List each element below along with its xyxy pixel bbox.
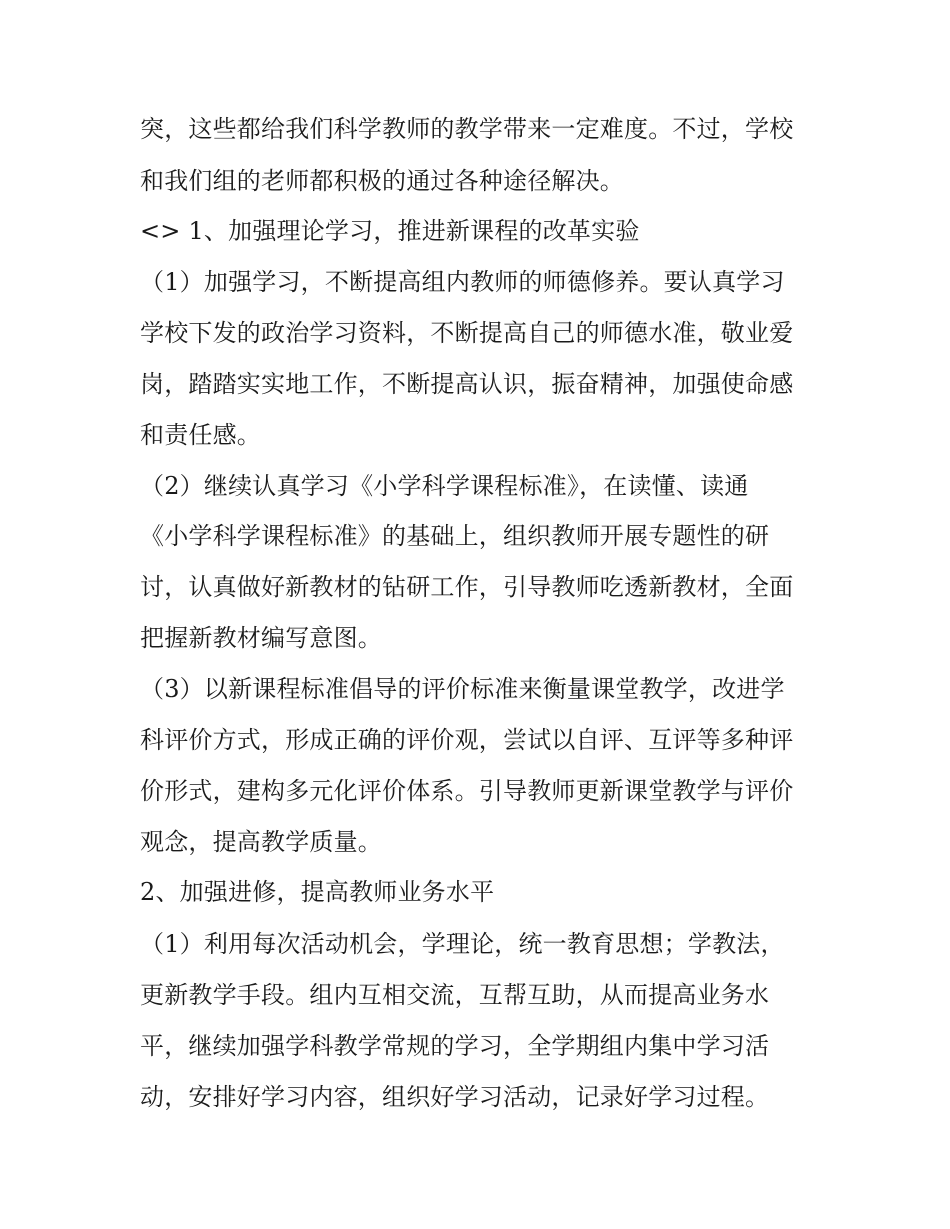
paragraph-line: （1）加强学习，不断提高组内教师的师德修养。要认真学习 [140,268,785,296]
paragraph-line: 观念，提高教学质量。 [140,828,382,856]
paragraph-line: 《小学科学课程标准》的基础上，组织教师开展专题性的研 [140,522,770,550]
paragraph-line: （2）继续认真学习《小学科学课程标准》，在读懂、读通 [140,472,749,500]
paragraph-line: 讨，认真做好新教材的钻研工作，引导教师吃透新教材，全面 [140,573,794,601]
paragraph-line: 动，安排好学习内容，组织好学习活动，记录好学习过程。 [140,1083,770,1111]
paragraph-line: 科评价方式，形成正确的评价观，尝试以自评、互评等多种评 [140,726,794,754]
paragraph-line: 和我们组的老师都积极的通过各种途径解决。 [140,167,624,195]
section-heading-1: <> 1、加强理论学习，推进新课程的改革实验 [140,217,640,245]
paragraph-line: 学校下发的政治学习资料，不断提高自己的师德水准，敬业爱 [140,319,794,347]
paragraph-line: 岗，踏踏实实地工作，不断提高认识，振奋精神，加强使命感 [140,370,794,398]
section-heading-2: 2、加强进修，提高教师业务水平 [140,878,495,906]
paragraph-line: 和责任感。 [140,421,261,449]
paragraph-line: 把握新教材编写意图。 [140,624,382,652]
paragraph-line: 突，这些都给我们科学教师的教学带来一定难度。不过，学校 [140,115,794,143]
paragraph-line: 更新教学手段。组内互相交流，互帮互助，从而提高业务水 [140,981,770,1009]
paragraph-line: （3）以新课程标准倡导的评价标准来衡量课堂教学，改进学 [140,675,785,703]
paragraph-line: 价形式，建构多元化评价体系。引导教师更新课堂教学与评价 [140,777,794,805]
paragraph-line: 平，继续加强学科教学常规的学习，全学期组内集中学习活 [140,1032,770,1060]
paragraph-line: （1）利用每次活动机会，学理论，统一教育思想；学教法， [140,930,785,958]
